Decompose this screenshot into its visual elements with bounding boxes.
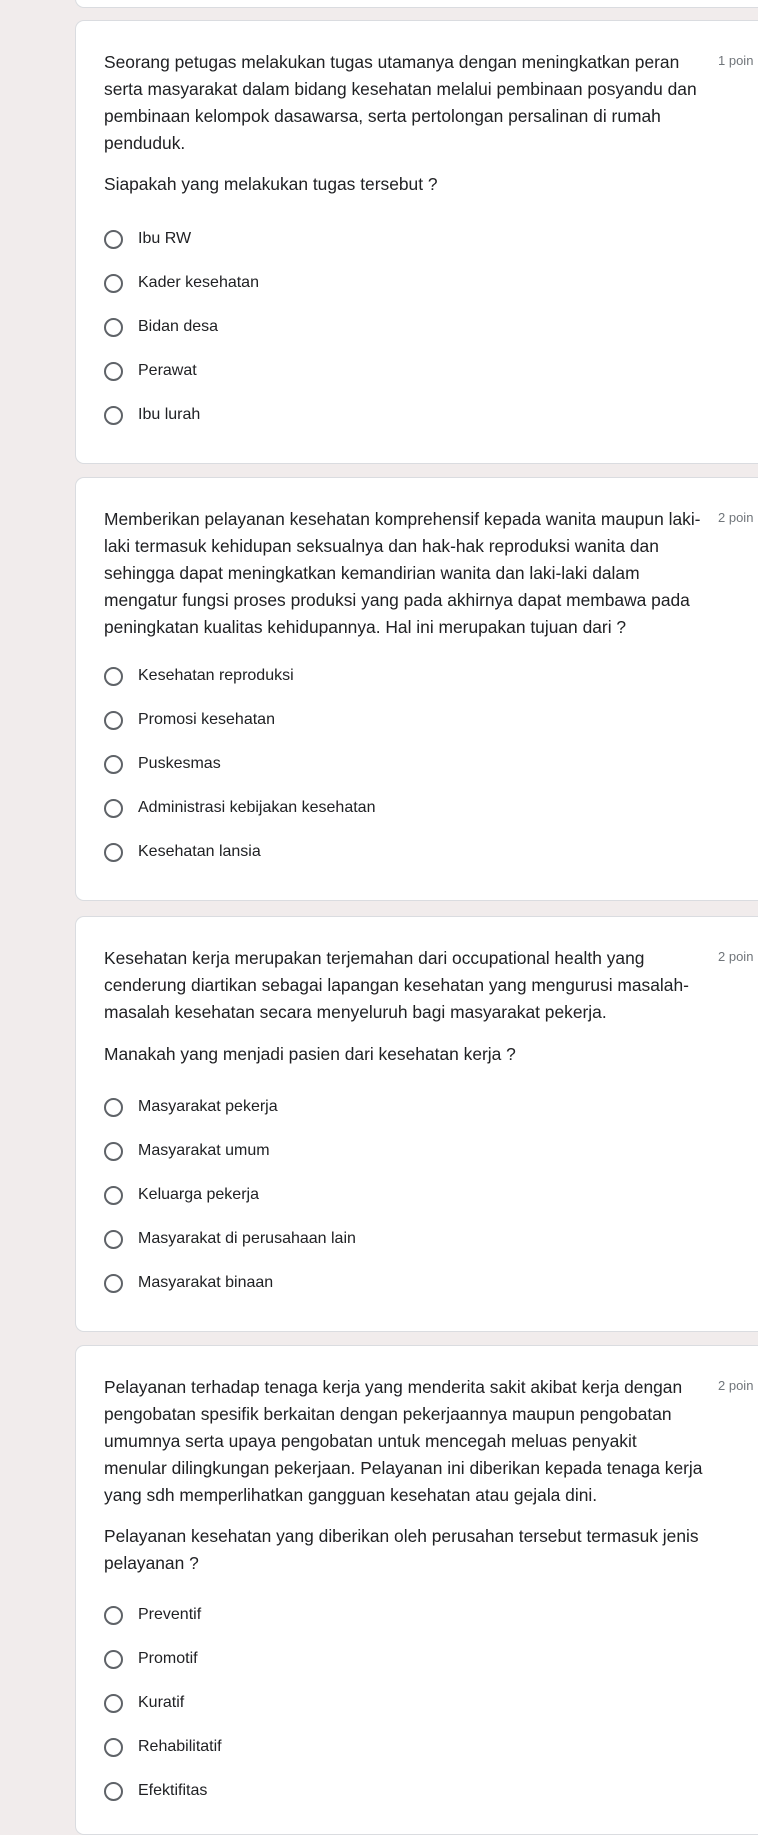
option-radio[interactable] (104, 226, 191, 252)
option-label: Ibu lurah (138, 406, 201, 423)
option-radio[interactable] (104, 1182, 259, 1208)
option-label: Kesehatan lansia (138, 843, 261, 860)
option-radio[interactable] (104, 1690, 184, 1716)
radio-circle-icon[interactable] (104, 1694, 123, 1713)
points-label: 2 poin (718, 1378, 754, 1393)
option-radio[interactable] (104, 1778, 207, 1804)
option-label: Bidan desa (138, 318, 219, 335)
option-radio[interactable] (104, 1270, 273, 1296)
radio-circle-icon[interactable] (104, 711, 123, 730)
question-subtext: Manakah yang menjadi pasien dari kesehatan kerja ? (104, 1044, 516, 1064)
option-label: Promosi kesehatan (138, 711, 275, 728)
option-radio[interactable] (104, 358, 197, 384)
option-label: Masyarakat pekerja (138, 1098, 278, 1115)
radio-circle-icon[interactable] (104, 274, 123, 293)
option-radio[interactable] (104, 707, 275, 733)
radio-circle-icon[interactable] (104, 1274, 123, 1293)
option-radio[interactable] (104, 1138, 270, 1164)
option-label: Kader kesehatan (138, 274, 259, 291)
radio-circle-icon[interactable] (104, 1606, 123, 1625)
option-radio[interactable] (104, 795, 375, 821)
option-radio[interactable] (104, 1226, 356, 1252)
radio-circle-icon[interactable] (104, 318, 123, 337)
option-label: Efektifitas (138, 1782, 208, 1799)
radio-circle-icon[interactable] (104, 1782, 123, 1801)
question-card-2 (75, 477, 758, 901)
option-label: Promotif (138, 1650, 198, 1667)
option-radio[interactable] (104, 1094, 278, 1120)
radio-circle-icon[interactable] (104, 406, 123, 425)
option-radio[interactable] (104, 314, 218, 340)
radio-circle-icon[interactable] (104, 799, 123, 818)
radio-circle-icon[interactable] (104, 362, 123, 381)
option-label: Masyarakat di perusahaan lain (138, 1230, 356, 1247)
question-card-3 (75, 916, 758, 1332)
radio-circle-icon[interactable] (104, 1738, 123, 1757)
option-label: Rehabilitatif (138, 1738, 222, 1755)
points-label: 1 poin (718, 53, 754, 68)
option-radio[interactable] (104, 1734, 222, 1760)
question-card-1 (75, 20, 758, 464)
question-text: Memberikan pelayanan kesehatan komprehensif kepada wanita maupun laki-laki termasuk kehidupan seksualnya dan hak-hak reproduksi wanita dan sehingga dapat meningkatkan kemandirian wanita dan laki-laki dalam mengatur fungsi proses produksi yang pada akhirnya dapat membawa pada peningkatan kualitas kehidupannya. Hal ini merupakan tujuan dari ? (104, 509, 701, 637)
option-label: Ibu RW (138, 230, 192, 247)
question-subtext: Siapakah yang melakukan tugas tersebut ? (104, 174, 438, 194)
option-radio[interactable] (104, 751, 221, 777)
points-label: 2 poin (718, 510, 754, 525)
option-label: Masyarakat binaan (138, 1274, 274, 1291)
radio-circle-icon[interactable] (104, 1142, 123, 1161)
option-label: Administrasi kebijakan kesehatan (138, 799, 376, 816)
option-label: Kesehatan reproduksi (138, 667, 294, 684)
option-radio[interactable] (104, 663, 294, 689)
option-label: Puskesmas (138, 755, 221, 772)
question-text: Kesehatan kerja merupakan terjemahan dari occupational health yang cenderung diartikan sebagai lapangan kesehatan yang mengurusi masalah-masalah kesehatan secara menyeluruh bagi masyarakat pekerja. (104, 948, 689, 1022)
option-label: Kuratif (138, 1694, 185, 1711)
radio-circle-icon[interactable] (104, 230, 123, 249)
option-radio[interactable] (104, 1646, 198, 1672)
option-label: Masyarakat umum (138, 1142, 270, 1159)
option-radio[interactable] (104, 1602, 201, 1628)
radio-circle-icon[interactable] (104, 1098, 123, 1117)
radio-circle-icon[interactable] (104, 843, 123, 862)
question-card-4 (75, 1345, 758, 1835)
radio-circle-icon[interactable] (104, 755, 123, 774)
option-label: Preventif (138, 1606, 202, 1623)
radio-circle-icon[interactable] (104, 1230, 123, 1249)
option-label: Perawat (138, 362, 197, 379)
question-text: Seorang petugas melakukan tugas utamanya dengan meningkatkan peran serta masyarakat dalam bidang kesehatan melalui pembinaan posyandu dan pembinaan kelompok dasawarsa, serta pertolongan persalinan di rumah penduduk. (104, 52, 697, 153)
radio-circle-icon[interactable] (104, 1186, 123, 1205)
question-text: Pelayanan terhadap tenaga kerja yang menderita sakit akibat kerja dengan pengobatan spesifik berkaitan dengan pekerjaannya maupun pengobatan umumnya serta upaya pengobatan untuk mencegah meluas penyakit menular dilingkungan pekerjaan. Pelayanan ini diberikan kepada tenaga kerja yang sdh memperlihatkan gangguan kesehatan atau gejala dini. (104, 1377, 703, 1505)
points-label: 2 poin (718, 949, 754, 964)
option-radio[interactable] (104, 839, 261, 865)
option-label: Keluarga pekerja (138, 1186, 259, 1203)
option-radio[interactable] (104, 270, 259, 296)
previous-question-card (75, 0, 758, 8)
question-subtext: Pelayanan kesehatan yang diberikan oleh perusahan tersebut termasuk jenis pelayanan ? (104, 1526, 699, 1573)
radio-circle-icon[interactable] (104, 1650, 123, 1669)
option-radio[interactable] (104, 402, 200, 428)
radio-circle-icon[interactable] (104, 667, 123, 686)
